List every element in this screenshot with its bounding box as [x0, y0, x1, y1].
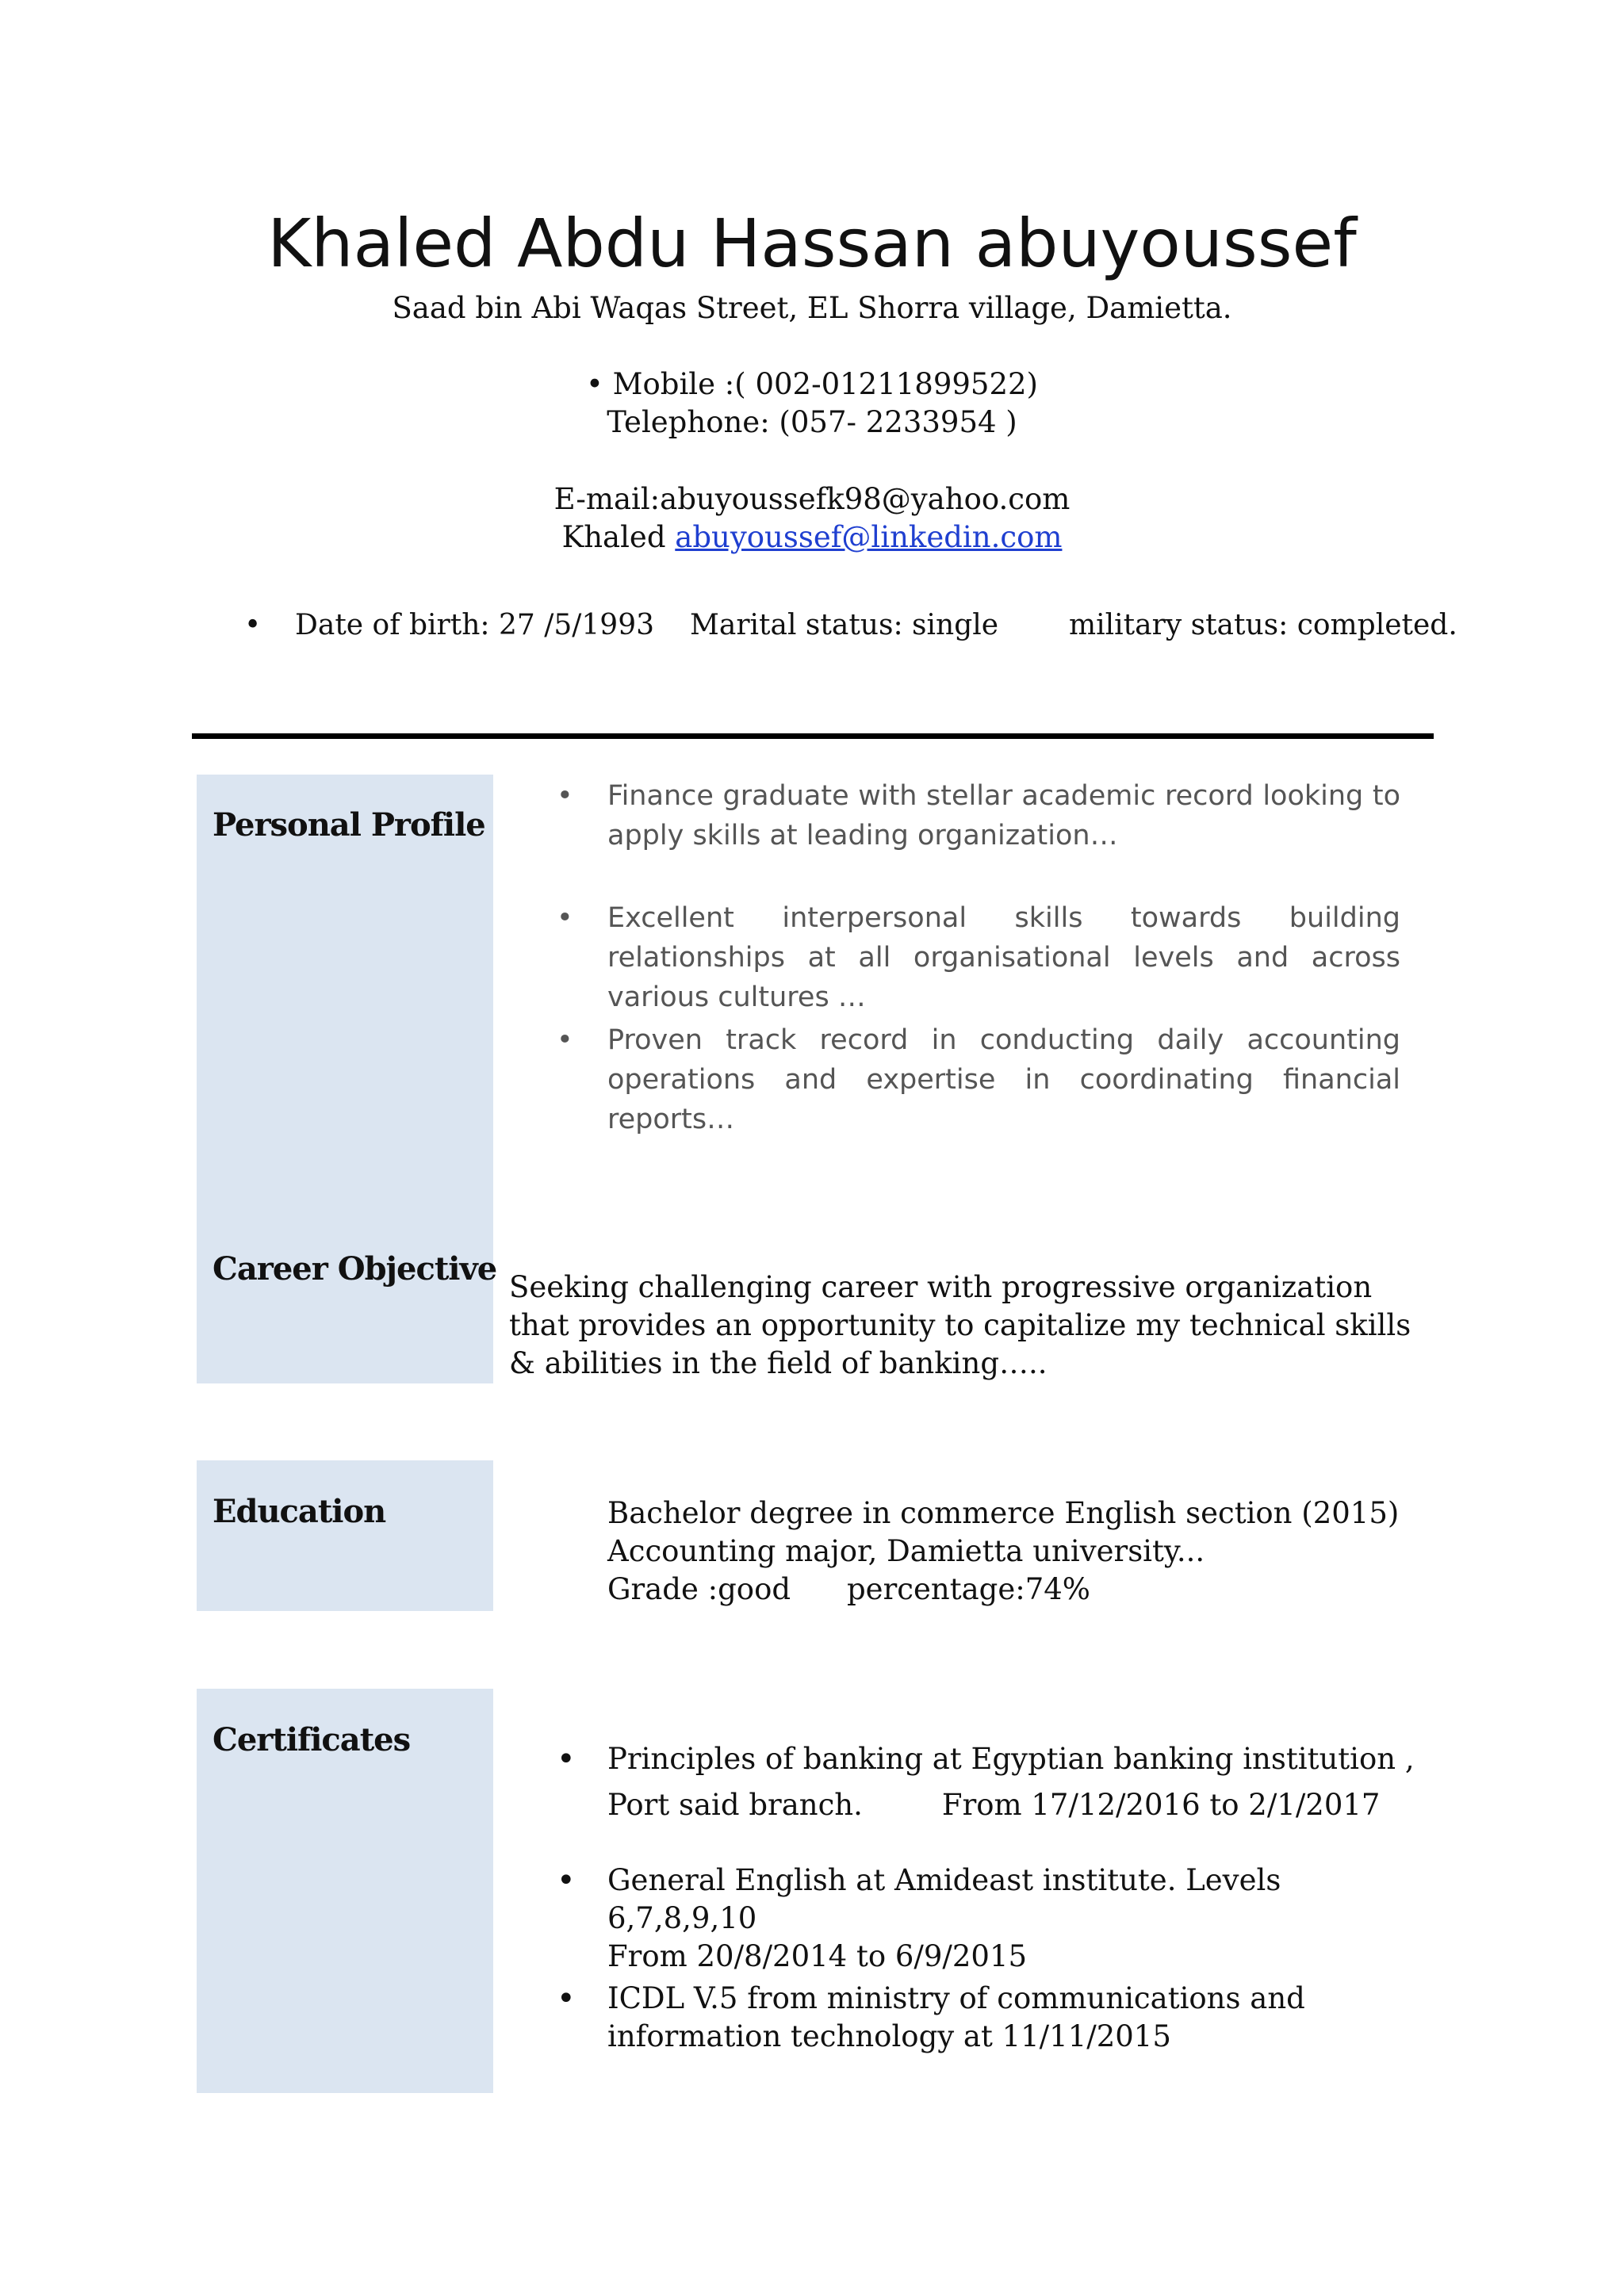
linkedin-prefix: Khaled	[561, 520, 676, 554]
career-objective-heading: Career Objective	[213, 1250, 497, 1288]
bullet-icon: •	[557, 902, 573, 934]
section-divider	[192, 733, 1434, 739]
address: Saad bin Abi Waqas Street, EL Shorra village, Damietta.	[392, 291, 1232, 325]
grade: Grade :good	[607, 1572, 791, 1606]
bullet-icon: •	[557, 1862, 576, 1899]
personal-profile-heading: Personal Profile	[213, 806, 485, 844]
profile-objective-sidebar-box	[197, 775, 493, 1383]
percentage: percentage:74%	[847, 1572, 1090, 1606]
certificate-dates: From 20/8/2014 to 6/9/2015	[607, 1939, 1028, 1973]
certificate-line: General English at Amideast institute. Levels 6,7,8,9,10	[607, 1863, 1281, 1935]
education-details	[607, 1494, 1440, 1609]
degree: Bachelor degree in commerce English section (2015)	[607, 1496, 1400, 1530]
certificate-line	[607, 1782, 1432, 1828]
resume-name: Khaled Abdu Hassan abuyoussef	[267, 205, 1357, 282]
certificate-line: Principles of banking at Egyptian banking institution ,	[607, 1742, 1415, 1776]
education-sidebar-box	[197, 1460, 493, 1611]
mobile-number: • Mobile :( 002-01211899522)	[586, 367, 1038, 401]
certificate-dates: From 17/12/2016 to 2/1/2017	[941, 1788, 1381, 1822]
email-address: E-mail:abuyoussefk98@yahoo.com	[553, 482, 1071, 516]
bullet-icon: •	[557, 1024, 573, 1056]
date-of-birth: Date of birth: 27 /5/1993	[295, 609, 655, 641]
major: Accounting major, Damietta university...	[607, 1534, 1205, 1568]
career-objective-text: Seeking challenging career with progressive organization that provides an opportunity to capitalize my technical skills & abilities in the field of banking…..	[509, 1270, 1411, 1380]
grade-row	[607, 1571, 1440, 1609]
bullet-icon: •	[244, 609, 262, 641]
telephone-number: Telephone: (057- 2233954 )	[607, 405, 1017, 439]
profile-item-text: Finance graduate with stellar academic record looking to apply skills at leading organization…	[607, 780, 1400, 851]
certificates-heading: Certificates	[213, 1721, 411, 1758]
profile-item-text: Excellent interpersonal skills towards building relationships at all organisational levels and across various cultures …	[607, 902, 1400, 1013]
linkedin-line	[0, 519, 1624, 557]
certificate-line: information technology at 11/11/2015	[607, 2019, 1171, 2053]
bullet-icon: •	[557, 1741, 576, 1777]
marital-status: Marital status: single	[690, 609, 999, 641]
certificate-branch: Port said branch.	[607, 1788, 863, 1822]
military-status: military status: completed.	[1069, 609, 1457, 641]
profile-item-text: Proven track record in conducting daily accounting operations and expertise in coordinating financial reports…	[607, 1024, 1400, 1135]
bullet-icon: •	[557, 780, 573, 812]
education-heading: Education	[213, 1493, 386, 1530]
certificate-line: ICDL V.5 from ministry of communications and	[607, 1981, 1305, 2015]
linkedin-link[interactable]: abuyoussef@linkedin.com	[675, 520, 1063, 554]
bullet-icon: •	[557, 1980, 576, 2017]
